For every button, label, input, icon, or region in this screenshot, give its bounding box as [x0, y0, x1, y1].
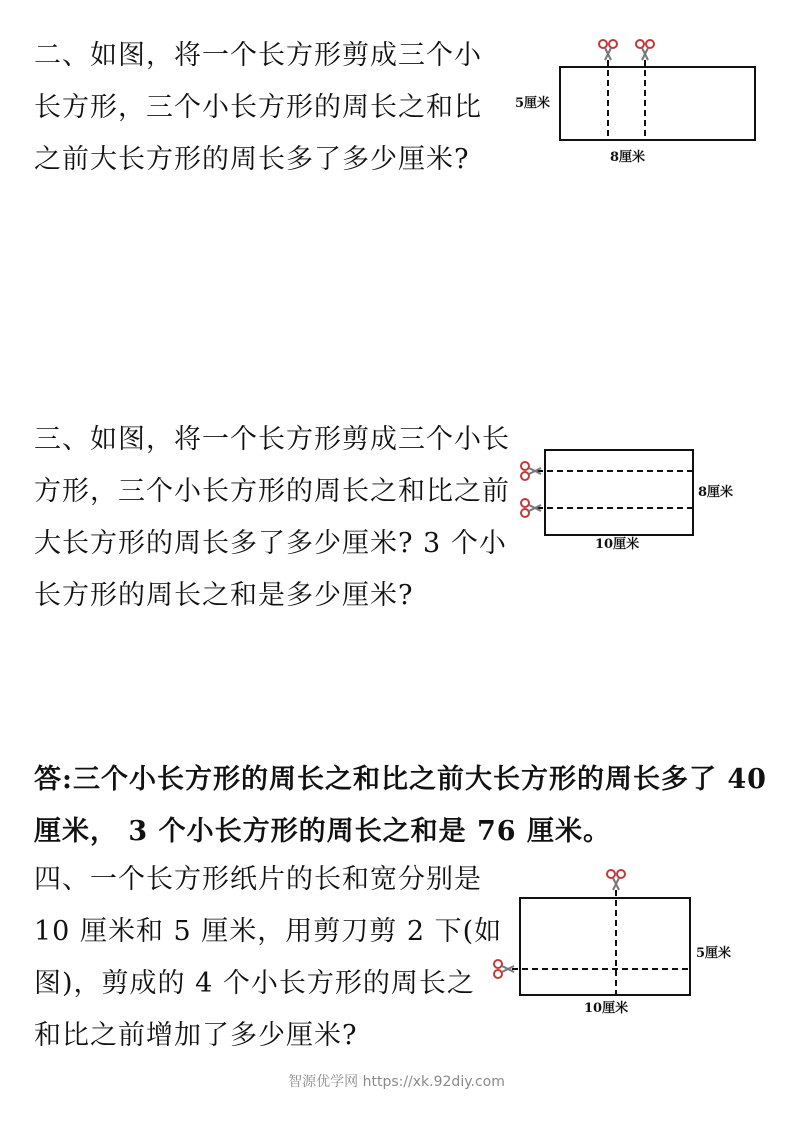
question-4-line: 和比之前增加了多少厘米? — [34, 1020, 358, 1051]
question-3-line: 大长方形的周长多了多少厘米? 3 个小 — [34, 528, 507, 559]
question-4-line: 四、一个长方形纸片的长和宽分别是 — [34, 864, 482, 895]
answer-line: 答:三个小长方形的周长之和比之前大长方形的周长多了 40 — [34, 764, 767, 795]
question-3-line: 长方形的周长之和是多少厘米? — [34, 580, 414, 611]
rectangle — [560, 67, 755, 140]
footer-watermark: 智源优学网 https://xk.92diy.com — [288, 1074, 505, 1090]
answer — [34, 754, 767, 858]
rectangle — [545, 450, 693, 535]
question-2 — [34, 30, 482, 186]
width-label: 10厘米 — [595, 537, 640, 552]
scissors-icon — [607, 870, 625, 890]
question-2-line: 之前大长方形的周长多了多少厘米? — [34, 144, 470, 175]
question-2-line: 二、如图，将一个长方形剪成三个小 — [34, 40, 482, 71]
question-4-line: 图)，剪成的 4 个小长方形的周长之 — [34, 968, 475, 999]
figure-q2 — [505, 36, 765, 176]
figure-q4 — [488, 866, 763, 1026]
question-2-line: 长方形，三个小长方形的周长之和比 — [34, 92, 482, 123]
width-label: 8厘米 — [610, 150, 646, 165]
height-label: 5厘米 — [696, 946, 732, 961]
answer-line: 厘米， 3 个小长方形的周长之和是 76 厘米。 — [34, 816, 611, 847]
scissors-icon — [494, 960, 514, 978]
question-4-line: 10 厘米和 5 厘米，用剪刀剪 2 下(如 — [34, 916, 503, 947]
scissors-icon — [599, 40, 617, 60]
height-label: 8厘米 — [698, 485, 734, 500]
figure-q3 — [515, 440, 775, 555]
height-label: 5厘米 — [515, 96, 551, 111]
width-label: 10厘米 — [584, 1001, 629, 1016]
question-3-line: 方形，三个小长方形的周长之和比之前 — [34, 476, 510, 507]
question-3 — [34, 414, 510, 622]
scissors-icon — [636, 40, 654, 60]
rectangle — [520, 898, 690, 995]
question-4 — [34, 854, 502, 1062]
question-3-line: 三、如图，将一个长方形剪成三个小长 — [34, 424, 510, 455]
